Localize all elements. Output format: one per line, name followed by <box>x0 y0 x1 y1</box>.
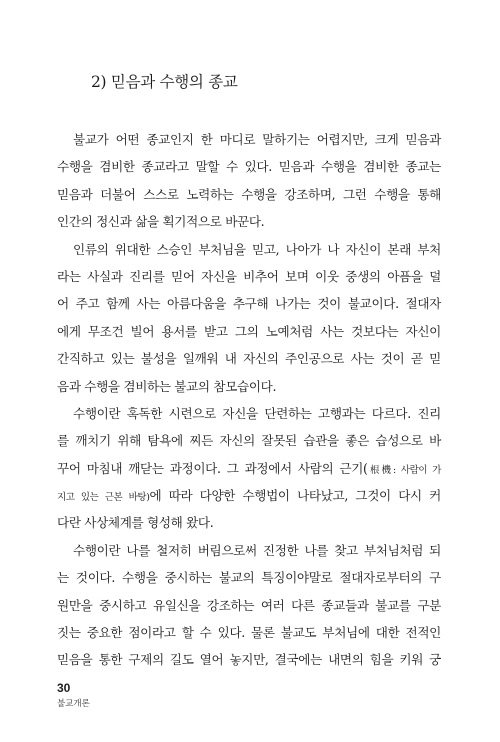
text-line-with-note <box>57 455 441 482</box>
text-line: 짓는 중요한 점이라고 할 수 있다. 물론 불교도 부처님에 대한 전적인 <box>57 625 441 641</box>
page-number: 30 <box>57 681 71 695</box>
running-footer-title: 불교개론 <box>57 698 90 708</box>
section-title: 2) 믿음과 수행의 종교 <box>91 73 238 91</box>
paragraph-2 <box>57 236 441 400</box>
text-line-part: 에 따라 다양한 수행법이 나타났고, 그것이 다시 커 <box>149 488 441 504</box>
text-line: 불교가 어떤 종교인지 한 마디로 말하기는 어렵지만, 크게 믿음과 <box>73 132 441 147</box>
footnote-inline: 根機: 사람이 가 <box>367 464 441 476</box>
text-line: 인류의 위대한 스승인 부처님을 믿고, 나아가 나 자신이 본래 부처 <box>73 241 441 257</box>
text-line: 에게 무조건 빌어 용서를 받고 그의 노예처럼 사는 것보다는 자신이 <box>57 323 441 339</box>
text-line: 를 깨치기 위해 탐욕에 찌든 자신의 잘못된 습관을 좋은 습성으로 바 <box>57 433 441 449</box>
body-text <box>57 126 441 674</box>
text-line: 다란 사상체계를 형성해 왔다. <box>57 515 214 531</box>
text-line: 수행을 겸비한 종교라고 말할 수 있다. 믿음과 수행을 겸비한 종교는 <box>57 159 441 175</box>
text-line: 라는 사실과 진리를 믿어 자신을 비추어 보며 이웃 중생의 아픔을 덜 <box>57 268 441 284</box>
paragraph-1 <box>57 126 441 236</box>
paragraph-4 <box>57 537 441 674</box>
text-line: 수행이란 혹독한 시련으로 자신을 단련하는 고행과는 다르다. 진리 <box>73 405 441 421</box>
text-line: 믿음과 더불어 스스로 노력하는 수행을 강조하며, 그런 수행을 통해 <box>57 186 441 202</box>
text-line-part: 꾸어 마침내 깨닫는 과정이다. 그 과정에서 사람의 근기( <box>57 460 368 476</box>
footnote-inline: 지고 있는 근본 바탕) <box>57 492 150 504</box>
text-line: 믿음을 통한 구제의 길도 열어 놓지만, 결국에는 내면의 힘을 키워 궁 <box>57 652 441 668</box>
paragraph-3 <box>57 400 441 537</box>
text-line-with-note <box>57 482 441 509</box>
text-line: 어 주고 함께 사는 아름다움을 추구해 나가는 것이 불교이다. 절대자 <box>57 296 441 312</box>
text-line: 간직하고 있는 불성을 일깨워 내 자신의 주인공으로 사는 것이 곧 믿 <box>57 351 441 367</box>
text-line: 는 것이다. 수행을 중시하는 불교의 특징이야말로 절대자로부터의 구 <box>57 570 441 586</box>
text-line: 수행이란 나를 철저히 버림으로써 진정한 나를 찾고 부처님처럼 되 <box>73 542 441 558</box>
text-line: 음과 수행을 겸비하는 불교의 참모습이다. <box>57 378 277 394</box>
text-line: 인간의 정신과 삶을 획기적으로 바꾼다. <box>57 214 265 230</box>
text-line: 원만을 중시하고 유일신을 강조하는 여러 다른 종교들과 불교를 구분 <box>57 597 441 613</box>
